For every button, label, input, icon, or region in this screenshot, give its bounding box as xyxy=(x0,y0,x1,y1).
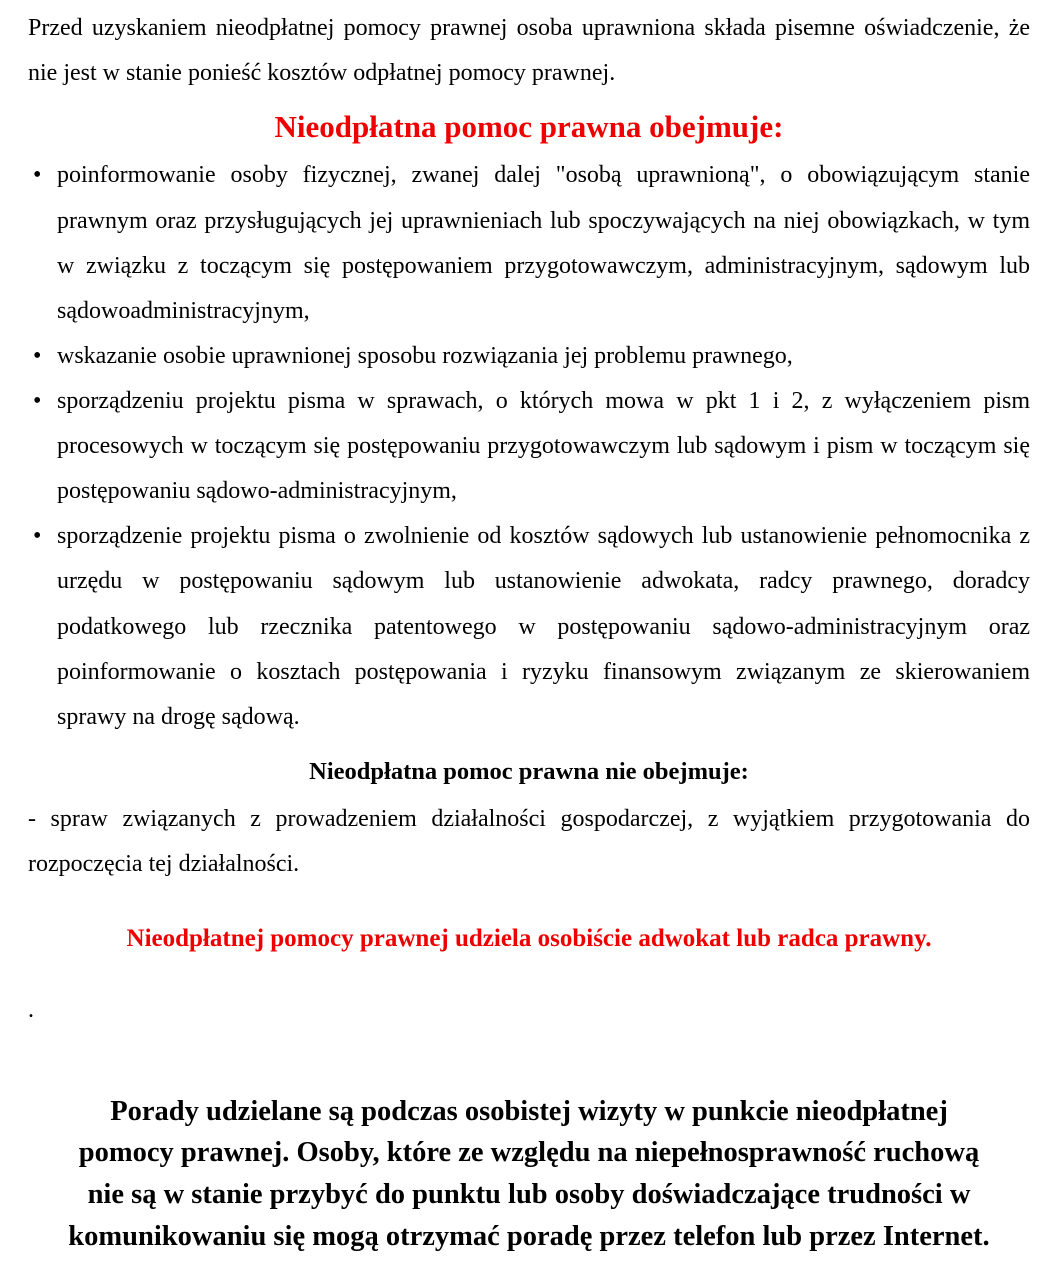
list-item-text: poinformowanie osoby fizycznej, zwanej dalej "osobą uprawnioną", o obowiązującym stanie prawnym oraz przysługujących jej uprawnieniach lub spoczywających na niej obowiązkach, w tym w związku z toczącym się postępowaniem przygotowawczym, administracyjnym, sądowym lub sądowoadministracyjnym, xyxy=(57,162,1030,324)
bullet-icon: • xyxy=(33,523,42,550)
bullet-icon: • xyxy=(33,342,42,369)
includes-list xyxy=(28,153,1030,739)
list-item xyxy=(28,153,1030,333)
provider-note: Nieodpłatnej pomocy prawnej udziela osobiście adwokat lub radca prawny. xyxy=(126,925,932,953)
intro-paragraph: Przed uzyskaniem nieodpłatnej pomocy prawnej osoba uprawniona składa pisemne oświadczenie, że nie jest w stanie ponieść kosztów odpłatnej pomocy prawnej. xyxy=(28,15,1030,87)
list-item xyxy=(28,379,1030,514)
list-item-text: wskazanie osobie uprawnionej sposobu rozwiązania jej problemu prawnego, xyxy=(57,342,793,369)
list-item xyxy=(28,514,1030,740)
list-item-text: sporządzenie projektu pisma o zwolnienie od kosztów sądowych lub ustanowienie pełnomocnika z urzędu w postępowaniu sądowym lub ustanowienie adwokata, radcy prawnego, doradcy podatkowego lub rzecznika patentowego w postępowaniu sądowo-administracyjnym oraz poinformowanie o kosztach postępowania i ryzyku finansowym związanym ze skierowaniem sprawy na drogę sądową. xyxy=(57,523,1030,730)
bullet-icon: • xyxy=(33,387,42,414)
stray-period: . xyxy=(28,996,34,1023)
visit-note: Porady udzielane są podczas osobistej wizyty w punkcie nieodpłatnej pomocy prawnej. Osoby, które ze względu na niepełnosprawność ruchową nie są w stanie przybyć do punktu lub osoby doświadczające trudności w komunikowaniu się mogą otrzymać poradę przez telefon lub przez Internet. xyxy=(68,1095,990,1253)
excludes-paragraph: - spraw związanych z prowadzeniem działalności gospodarczej, z wyjątkiem przygotowania do rozpoczęcia tej działalności. xyxy=(28,806,1030,878)
list-item xyxy=(28,334,1030,379)
section-heading-includes: Nieodpłatna pomoc prawna obejmuje: xyxy=(274,109,784,145)
bullet-icon: • xyxy=(33,162,42,189)
section-heading-excludes: Nieodpłatna pomoc prawna nie obejmuje: xyxy=(309,757,749,785)
list-item-text: sporządzeniu projektu pisma w sprawach, o których mowa w pkt 1 i 2, z wyłączeniem pism procesowych w toczącym się postępowaniu przygotowawczym lub sądowym i pism w toczącym się postępowaniu sądowo-administracyjnym, xyxy=(57,387,1030,505)
